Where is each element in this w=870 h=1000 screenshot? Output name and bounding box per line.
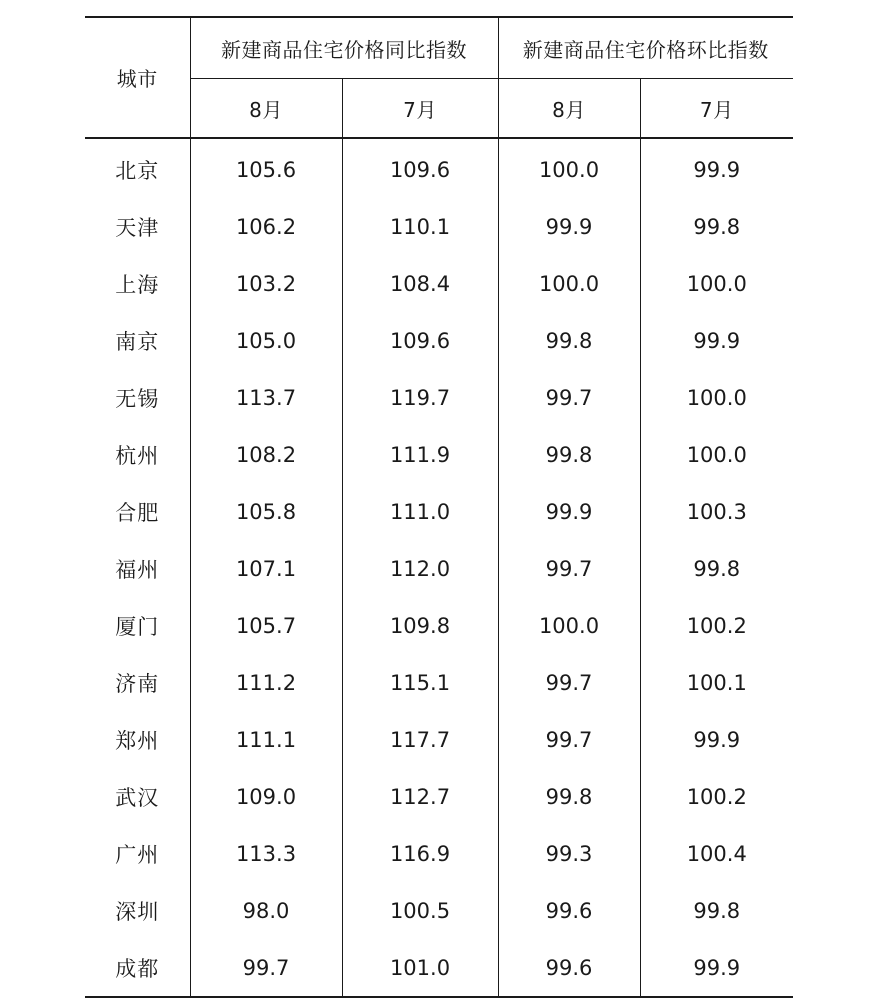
city-name-cell: 广州 xyxy=(115,842,160,867)
city-name-cell: 合肥 xyxy=(115,500,160,525)
mom-jul-cell: 100.3 xyxy=(640,483,793,540)
yoy-jul-cell: 111.9 xyxy=(342,426,498,483)
price-index-table-container xyxy=(85,16,793,998)
mom-jul-cell: 99.8 xyxy=(640,540,793,597)
mom-jul-cell: 99.9 xyxy=(640,312,793,369)
yoy-aug-cell: 109.0 xyxy=(190,768,342,825)
mom-jul-cell: 99.9 xyxy=(640,138,793,198)
city-name-cell: 天津 xyxy=(115,215,160,240)
table-row xyxy=(85,825,793,882)
mom-jul-header: 7月 xyxy=(640,79,793,139)
mom-aug-cell: 99.3 xyxy=(498,825,640,882)
city-name-cell: 成都 xyxy=(85,939,190,997)
mom-aug-cell: 99.6 xyxy=(498,882,640,939)
city-name-cell: 福州 xyxy=(115,557,160,582)
table-body xyxy=(85,138,793,997)
yoy-jul-cell: 108.4 xyxy=(342,255,498,312)
table-row xyxy=(85,939,793,997)
table-header xyxy=(85,17,793,138)
city-name-cell: 南京 xyxy=(115,329,160,354)
yoy-aug-cell: 105.7 xyxy=(190,597,342,654)
mom-jul-cell: 99.9 xyxy=(640,939,793,997)
mom-jul-cell: 99.9 xyxy=(640,711,793,768)
mom-jul-cell: 100.4 xyxy=(640,825,793,882)
yoy-aug-header: 8月 xyxy=(190,79,342,139)
yoy-aug-cell: 98.0 xyxy=(190,882,342,939)
table-row xyxy=(85,768,793,825)
mom-jul-cell: 99.8 xyxy=(640,198,793,255)
mom-aug-cell: 99.7 xyxy=(498,654,640,711)
yoy-jul-cell: 116.9 xyxy=(342,825,498,882)
city-name-cell: 无锡 xyxy=(115,386,160,411)
yoy-jul-cell: 101.0 xyxy=(342,939,498,997)
mom-jul-cell: 100.2 xyxy=(640,597,793,654)
mom-aug-cell: 99.6 xyxy=(498,939,640,997)
mom-aug-header: 8月 xyxy=(498,79,640,139)
table-row xyxy=(85,654,793,711)
yoy-aug-cell: 103.2 xyxy=(190,255,342,312)
mom-jul-cell: 100.0 xyxy=(640,369,793,426)
city-name-cell: 厦门 xyxy=(115,614,160,639)
mom-jul-cell: 100.0 xyxy=(640,255,793,312)
mom-jul-cell: 99.8 xyxy=(640,882,793,939)
mom-aug-cell: 99.8 xyxy=(498,768,640,825)
mom-aug-cell: 99.7 xyxy=(498,369,640,426)
yoy-aug-cell: 108.2 xyxy=(190,426,342,483)
mom-aug-cell: 100.0 xyxy=(498,138,640,198)
yoy-jul-cell: 100.5 xyxy=(342,882,498,939)
yoy-aug-cell: 105.0 xyxy=(190,312,342,369)
yoy-jul-cell: 119.7 xyxy=(342,369,498,426)
table-row xyxy=(85,426,793,483)
yoy-aug-cell: 111.2 xyxy=(190,654,342,711)
mom-aug-cell: 99.7 xyxy=(498,711,640,768)
yoy-jul-cell: 117.7 xyxy=(342,711,498,768)
yoy-aug-cell: 107.1 xyxy=(190,540,342,597)
city-name-cell: 北京 xyxy=(115,158,160,183)
table-row xyxy=(85,597,793,654)
yoy-aug-cell: 105.6 xyxy=(190,138,342,198)
table-row xyxy=(85,483,793,540)
yoy-jul-cell: 109.6 xyxy=(342,312,498,369)
yoy-jul-cell: 115.1 xyxy=(342,654,498,711)
mom-jul-cell: 100.2 xyxy=(640,768,793,825)
city-name-cell: 郑州 xyxy=(115,728,160,753)
mom-aug-cell: 100.0 xyxy=(498,597,640,654)
mom-aug-cell: 99.9 xyxy=(498,198,640,255)
table-row xyxy=(85,312,793,369)
mom-aug-cell: 99.8 xyxy=(498,312,640,369)
yoy-jul-cell: 111.0 xyxy=(342,483,498,540)
table-row xyxy=(85,369,793,426)
yoy-jul-cell: 112.0 xyxy=(342,540,498,597)
table-row xyxy=(85,255,793,312)
yoy-aug-cell: 106.2 xyxy=(190,198,342,255)
mom-aug-cell: 100.0 xyxy=(498,255,640,312)
yoy-jul-cell: 109.6 xyxy=(342,138,498,198)
yoy-jul-header: 7月 xyxy=(342,79,498,139)
table-row xyxy=(85,138,793,198)
mom-aug-cell: 99.7 xyxy=(498,540,640,597)
table-row xyxy=(85,198,793,255)
yoy-jul-cell: 110.1 xyxy=(342,198,498,255)
yoy-aug-cell: 111.1 xyxy=(190,711,342,768)
city-name-cell: 济南 xyxy=(115,671,160,696)
yoy-group-header: 新建商品住宅价格同比指数 xyxy=(190,17,498,79)
price-index-table xyxy=(85,16,793,998)
yoy-aug-cell: 105.8 xyxy=(190,483,342,540)
mom-jul-cell: 100.0 xyxy=(640,426,793,483)
yoy-aug-cell: 113.7 xyxy=(190,369,342,426)
table-row xyxy=(85,540,793,597)
mom-aug-cell: 99.8 xyxy=(498,426,640,483)
city-name-cell: 杭州 xyxy=(115,443,160,468)
table-row xyxy=(85,711,793,768)
mom-jul-cell: 100.1 xyxy=(640,654,793,711)
city-name-cell: 武汉 xyxy=(115,785,160,810)
city-column-header: 城市 xyxy=(85,17,190,138)
city-name-cell: 上海 xyxy=(115,272,160,297)
yoy-aug-cell: 113.3 xyxy=(190,825,342,882)
yoy-jul-cell: 112.7 xyxy=(342,768,498,825)
yoy-jul-cell: 109.8 xyxy=(342,597,498,654)
mom-aug-cell: 99.9 xyxy=(498,483,640,540)
table-row xyxy=(85,882,793,939)
yoy-aug-cell: 99.7 xyxy=(190,939,342,997)
city-name-cell: 深圳 xyxy=(115,899,160,924)
mom-group-header: 新建商品住宅价格环比指数 xyxy=(498,17,793,79)
